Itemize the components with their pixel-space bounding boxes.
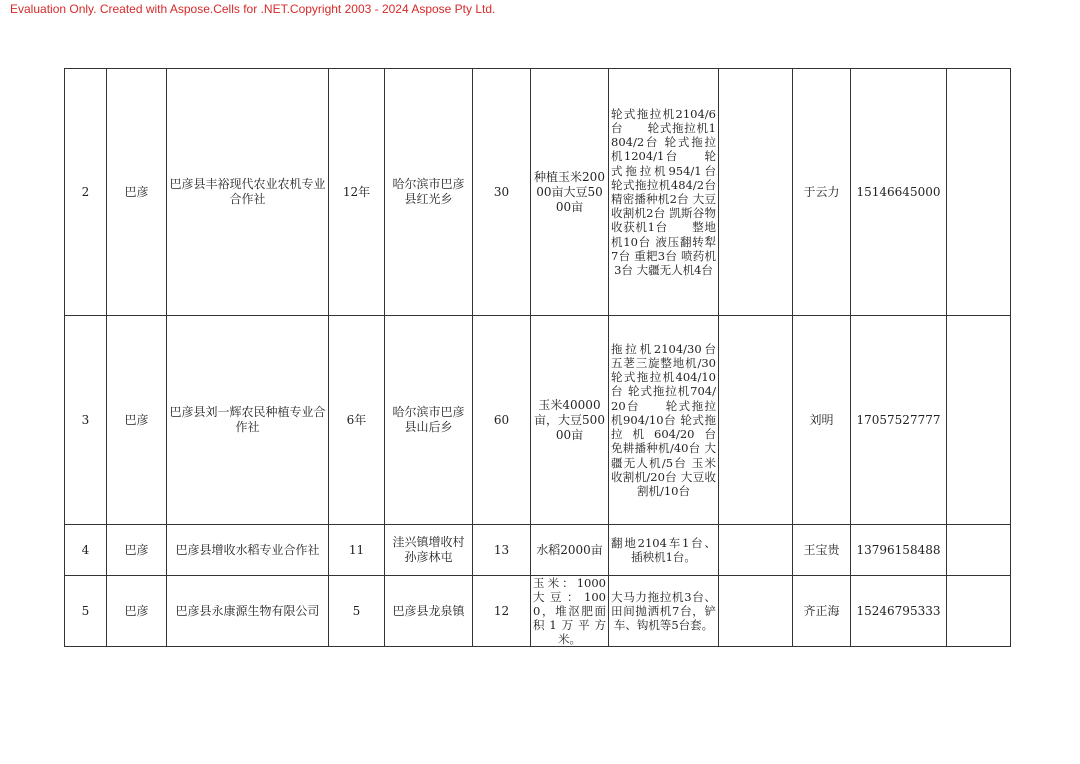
extra-cell[interactable] — [947, 69, 1011, 316]
machinery-text: 拖拉机2104/30台 五荖三旋整地机/30 轮式拖拉机404/10台 轮式拖拉机704/20台 轮式拖拉机904/10台 轮式拖拉机604/20台 免耕播种机/40台 大疆无人机/5台 玉米收割机/20台 大豆收割机/10台 — [611, 341, 739, 498]
blank-cell[interactable] — [719, 576, 793, 647]
machinery-cell[interactable] — [609, 316, 739, 525]
years-cell[interactable]: 6年 — [329, 316, 385, 525]
planting-scale-text: 玉米：1000大豆：1000，堆沤肥面积1万平方米。 — [533, 575, 606, 647]
members-cell[interactable]: 30 — [473, 69, 531, 316]
county-cell[interactable]: 巴彦 — [107, 316, 167, 525]
extra-cell[interactable] — [947, 316, 1011, 525]
machinery-text: 轮式拖拉机2104/6台 轮式拖拉机1804/2台 轮式拖拉机1204/1台 轮式拖拉机954/1台 轮式拖拉机484/2台 精密播种机2台 大豆收割机2台 凯斯谷物收获机1台 整地机10台 液压翻转犁7台 重耙3台 喷药机3台 大疆无人机4台 — [611, 106, 739, 278]
planting-scale-cell[interactable] — [531, 576, 609, 647]
blank-cell[interactable] — [719, 316, 793, 525]
address-cell[interactable]: 洼兴镇增收村孙彦林屯 — [385, 525, 473, 576]
phone-cell[interactable]: 15246795333 — [851, 576, 947, 647]
contact-cell[interactable]: 王宝贵 — [793, 525, 851, 576]
extra-cell[interactable] — [947, 576, 1011, 647]
planting-scale-cell[interactable]: 玉米40000亩，大豆50000亩 — [531, 316, 609, 525]
machinery-cell[interactable] — [609, 576, 719, 647]
address-cell[interactable]: 巴彦县龙泉镇 — [385, 576, 473, 647]
table-row — [65, 69, 1011, 316]
phone-cell[interactable]: 13796158488 — [851, 525, 947, 576]
members-cell[interactable]: 13 — [473, 525, 531, 576]
contact-cell[interactable]: 刘明 — [793, 316, 851, 525]
extra-cell[interactable] — [947, 525, 1011, 576]
cooperative-name-cell[interactable]: 巴彦县丰裕现代农业农机专业合作社 — [167, 69, 329, 316]
years-cell[interactable]: 12年 — [329, 69, 385, 316]
cooperative-table — [64, 68, 1011, 647]
cooperative-name-cell[interactable]: 巴彦县永康源生物有限公司 — [167, 576, 329, 647]
cooperative-name-cell[interactable]: 巴彦县增收水稻专业合作社 — [167, 525, 329, 576]
county-cell[interactable]: 巴彦 — [107, 525, 167, 576]
members-cell[interactable]: 60 — [473, 316, 531, 525]
row-number[interactable]: 3 — [65, 316, 107, 525]
machinery-cell[interactable] — [609, 69, 739, 316]
row-number[interactable]: 4 — [65, 525, 107, 576]
members-cell[interactable]: 12 — [473, 576, 531, 647]
row-number[interactable]: 2 — [65, 69, 107, 316]
table-row — [65, 525, 1011, 576]
phone-cell[interactable]: 15146645000 — [851, 69, 947, 316]
contact-cell[interactable]: 于云力 — [793, 69, 851, 316]
years-cell[interactable]: 11 — [329, 525, 385, 576]
machinery-text: 大马力拖拉机3台、田间抛洒机7台，铲车、钩机等5台套。 — [611, 589, 716, 633]
blank-cell[interactable] — [719, 525, 793, 576]
evaluation-watermark: Evaluation Only. Created with Aspose.Cells for .NET.Copyright 2003 - 2024 Aspose Pty Ltd. — [10, 2, 496, 16]
planting-scale-cell[interactable]: 水稻2000亩 — [531, 525, 609, 576]
planting-scale-cell[interactable]: 种植玉米20000亩大豆5000亩 — [531, 69, 609, 316]
address-cell[interactable]: 哈尔滨市巴彦县红光乡 — [385, 69, 473, 316]
county-cell[interactable]: 巴彦 — [107, 69, 167, 316]
years-cell[interactable]: 5 — [329, 576, 385, 647]
address-cell[interactable]: 哈尔滨市巴彦县山后乡 — [385, 316, 473, 525]
blank-cell[interactable] — [719, 69, 793, 316]
machinery-cell[interactable] — [609, 525, 719, 576]
contact-cell[interactable]: 齐正海 — [793, 576, 851, 647]
machinery-text: 翻地2104车1台、插秧机1台。 — [611, 535, 716, 564]
cooperative-name-cell[interactable]: 巴彦县刘一辉农民种植专业合作社 — [167, 316, 329, 525]
table-row — [65, 576, 1011, 647]
row-number[interactable]: 5 — [65, 576, 107, 647]
phone-cell[interactable]: 17057527777 — [851, 316, 947, 525]
table-row — [65, 316, 1011, 525]
county-cell[interactable]: 巴彦 — [107, 576, 167, 647]
